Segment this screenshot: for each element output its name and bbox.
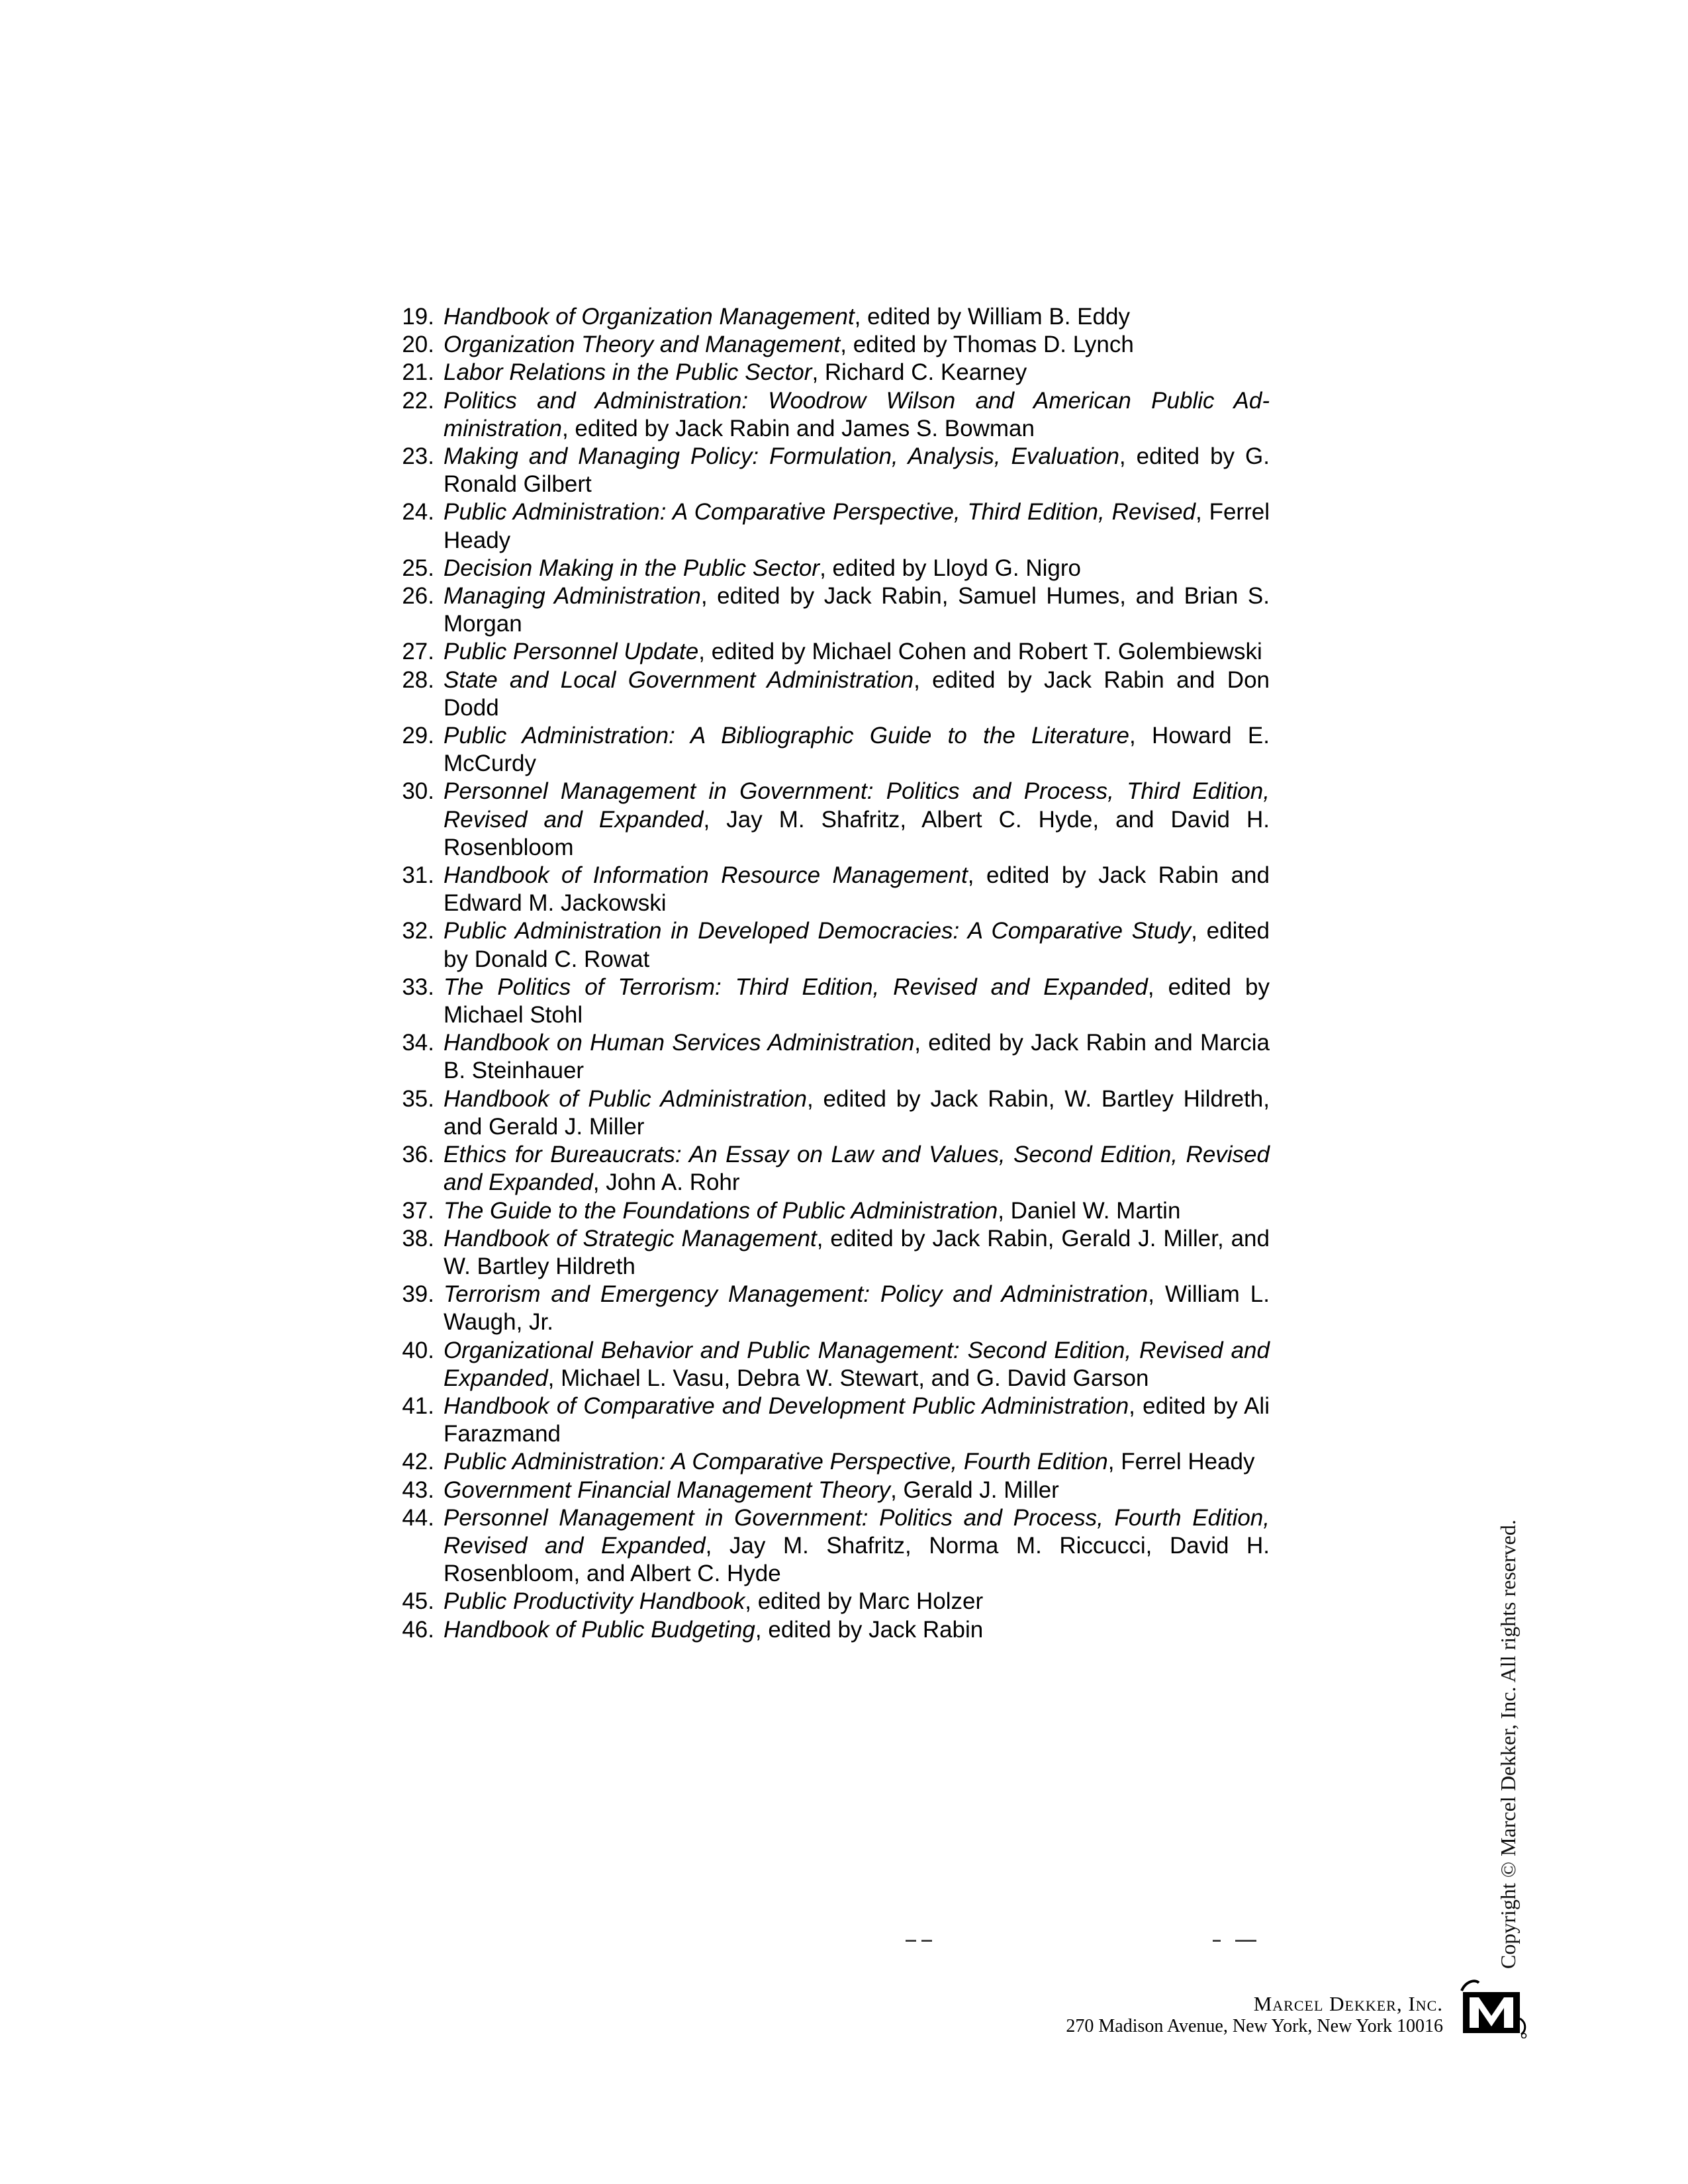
item-number: 26. <box>402 583 434 610</box>
book-title: Personnel Management in Government: Politics and Process, Third Edition, Revised and Expanded <box>444 778 1270 833</box>
item-text <box>444 359 1270 387</box>
list-item <box>389 359 1270 387</box>
book-title: Public Personnel Update <box>444 639 699 665</box>
list-item <box>389 1197 1270 1225</box>
item-number: 19. <box>402 304 434 330</box>
item-number: 32. <box>402 918 434 944</box>
item-text <box>444 917 1270 973</box>
list-item <box>389 582 1270 638</box>
item-number: 28. <box>402 666 434 693</box>
book-credits: , William L. Waugh, Jr. <box>444 1281 1270 1336</box>
book-credits: , edited by Jack Rabin, Samuel Humes, and Brian S. Morgan <box>444 583 1270 637</box>
item-text <box>444 722 1270 778</box>
book-credits: , edited by Donald C. Rowat <box>444 918 1270 972</box>
item-text <box>444 582 1270 638</box>
list-item <box>389 1616 1270 1644</box>
list-item <box>389 917 1270 973</box>
book-credits: , Ferrel Heady <box>444 499 1270 553</box>
book-title: Labor Relations in the Public Sector <box>444 359 812 386</box>
book-credits: , Richard C. Kearney <box>812 359 1027 386</box>
item-text <box>444 387 1270 443</box>
item-number: 22. <box>402 387 434 414</box>
item-text <box>444 1141 1270 1197</box>
book-credits: , edited by Jack Rabin and Don Dodd <box>444 666 1270 721</box>
book-title: Public Administration: A Comparative Perspective, Fourth Edition <box>444 1449 1108 1475</box>
book-title: The Politics of Terrorism: Third Edition, Revised and Expanded <box>444 974 1148 1000</box>
marcel-dekker-logo-icon <box>1456 1979 1529 2038</box>
item-text <box>444 638 1270 666</box>
book-title: Handbook of Public Budgeting <box>444 1616 755 1643</box>
book-credits: , edited by Thomas D. Lynch <box>840 332 1134 358</box>
book-credits: , Daniel W. Martin <box>998 1197 1181 1224</box>
book-title: Handbook of Strategic Management <box>444 1225 817 1251</box>
scan-mark <box>906 1940 916 1942</box>
list-item <box>389 1392 1270 1448</box>
item-number: 33. <box>402 974 434 1000</box>
list-item <box>389 638 1270 666</box>
list-item <box>389 862 1270 917</box>
item-number: 20. <box>402 332 434 358</box>
book-title: Personnel Management in Government: Politics and Process, Fourth Edition, Revised and Expanded <box>444 1504 1270 1559</box>
book-title: Terrorism and Emergency Management: Policy and Administration <box>444 1281 1149 1308</box>
book-title: Handbook of Comparative and Development Public Administration <box>444 1392 1129 1419</box>
book-credits: , Gerald J. Miller <box>890 1477 1059 1503</box>
item-text <box>444 1588 1270 1615</box>
item-text <box>444 778 1270 862</box>
book-credits: , edited by Marc Holzer <box>745 1588 984 1615</box>
item-text <box>444 1337 1270 1392</box>
list-item <box>389 555 1270 582</box>
list-item <box>389 498 1270 554</box>
book-title: Handbook of Organization Management <box>444 304 855 330</box>
series-list <box>389 303 1270 1644</box>
item-number: 43. <box>402 1477 434 1503</box>
item-text <box>444 1477 1270 1504</box>
item-number: 38. <box>402 1225 434 1251</box>
list-item <box>389 1337 1270 1392</box>
item-number: 39. <box>402 1281 434 1308</box>
item-number: 24. <box>402 499 434 525</box>
book-title: Handbook on Human Services Administration <box>444 1030 915 1056</box>
list-item <box>389 387 1270 443</box>
item-text <box>444 1225 1270 1281</box>
book-credits: , Michael L. Vasu, Debra W. Stewart, and G. David Garson <box>547 1365 1149 1391</box>
item-number: 35. <box>402 1085 434 1112</box>
book-credits: , Howard E. McCurdy <box>444 723 1270 777</box>
book-credits: , John A. Rohr <box>592 1169 740 1196</box>
publisher-address: 270 Madison Avenue, New York, New York 10016 <box>1066 2016 1443 2036</box>
item-number: 44. <box>402 1504 434 1531</box>
copyright-notice: Copyright © Marcel Dekker, Inc. All rights reserved. <box>1496 1520 1520 1969</box>
book-title: Politics and Administration: Woodrow Wilson and American Public Administration <box>444 387 1270 441</box>
book-title: Handbook of Public Administration <box>444 1085 807 1112</box>
item-text <box>444 1029 1270 1085</box>
book-credits: , edited by Lloyd G. Nigro <box>820 555 1081 581</box>
list-item <box>389 778 1270 862</box>
item-number: 30. <box>402 778 434 805</box>
book-credits: , edited by Jack Rabin, W. Bartley Hildreth, and Gerald J. Miller <box>444 1085 1270 1140</box>
book-title: State and Local Government Administration <box>444 666 914 693</box>
item-number: 41. <box>402 1392 434 1419</box>
item-text <box>444 862 1270 917</box>
book-title: The Guide to the Foundations of Public Administration <box>444 1197 998 1224</box>
item-number: 37. <box>402 1197 434 1224</box>
book-credits: , edited by G. Ronald Gilbert <box>444 443 1270 498</box>
list-item <box>389 1029 1270 1085</box>
list-item <box>389 1588 1270 1615</box>
item-text <box>444 1448 1270 1476</box>
book-title: Government Financial Management Theory <box>444 1477 891 1503</box>
item-text <box>444 1504 1270 1588</box>
list-item <box>389 722 1270 778</box>
book-credits: , edited by Jack Rabin and Marcia B. Steinhauer <box>444 1030 1270 1084</box>
book-credits: , edited by Jack Rabin and James S. Bowman <box>561 415 1035 441</box>
book-credits: , Ferrel Heady <box>1107 1449 1255 1475</box>
book-credits: , edited by Ali Farazmand <box>444 1392 1270 1447</box>
book-credits: , edited by Jack Rabin and Edward M. Jackowski <box>444 862 1270 917</box>
book-title: Handbook of Information Resource Management <box>444 862 968 889</box>
item-number: 21. <box>402 359 434 386</box>
item-number: 27. <box>402 639 434 665</box>
book-credits: , edited by Michael Stohl <box>444 974 1270 1028</box>
book-title: Making and Managing Policy: Formulation, Analysis, Evaluation <box>444 443 1119 470</box>
book-credits: , Jay M. Shafritz, Albert C. Hyde, and David H. Rosenbloom <box>444 806 1270 860</box>
item-text <box>444 1616 1270 1644</box>
item-number: 25. <box>402 555 434 581</box>
list-item <box>389 1141 1270 1197</box>
item-text <box>444 666 1270 722</box>
item-number: 34. <box>402 1030 434 1056</box>
list-item <box>389 974 1270 1029</box>
list-item <box>389 666 1270 722</box>
item-text <box>444 303 1270 331</box>
scan-mark <box>1235 1940 1256 1942</box>
list-item <box>389 1477 1270 1504</box>
book-title: Organizational Behavior and Public Management: Second Edition, Revised and Expanded <box>444 1337 1270 1391</box>
book-title: Public Administration: A Comparative Perspective, Third Edition, Revised <box>444 499 1196 525</box>
item-text <box>444 1281 1270 1336</box>
book-credits: , edited by William B. Eddy <box>854 304 1130 330</box>
item-number: 36. <box>402 1142 434 1168</box>
list-item <box>389 443 1270 498</box>
list-item <box>389 1085 1270 1141</box>
item-number: 46. <box>402 1616 434 1643</box>
book-title: Decision Making in the Public Sector <box>444 555 820 581</box>
item-number: 42. <box>402 1449 434 1475</box>
item-text <box>444 974 1270 1029</box>
item-number: 23. <box>402 443 434 470</box>
list-item <box>389 1448 1270 1476</box>
book-title: Ethics for Bureaucrats: An Essay on Law and Values, Second Edition, Revised and Expanded <box>444 1142 1270 1196</box>
item-number: 45. <box>402 1588 434 1615</box>
list-item <box>389 331 1270 359</box>
publisher-name: Marcel Dekker, Inc. <box>1253 1992 1443 2015</box>
item-text <box>444 555 1270 582</box>
item-number: 29. <box>402 723 434 749</box>
item-text <box>444 1197 1270 1225</box>
item-number: 40. <box>402 1337 434 1363</box>
book-credits: , Jay M. Shafritz, Norma M. Riccucci, David H. Rosenbloom, and Albert C. Hyde <box>444 1532 1270 1587</box>
book-title: Public Productivity Handbook <box>444 1588 745 1615</box>
list-item <box>389 303 1270 331</box>
book-title: Public Administration: A Bibliographic Guide to the Literature <box>444 723 1129 749</box>
item-number: 31. <box>402 862 434 889</box>
book-title: Public Administration in Developed Democracies: A Comparative Study <box>444 918 1192 944</box>
scan-mark <box>1213 1940 1221 1942</box>
book-title: Managing Administration <box>444 583 701 610</box>
book-title: Organization Theory and Management <box>444 332 841 358</box>
list-item <box>389 1281 1270 1336</box>
list-item <box>389 1504 1270 1588</box>
item-text <box>444 443 1270 498</box>
book-credits: , edited by Michael Cohen and Robert T. Golembiewski <box>698 639 1262 665</box>
list-item <box>389 1225 1270 1281</box>
book-credits: , edited by Jack Rabin, Gerald J. Miller, and W. Bartley Hildreth <box>444 1225 1270 1279</box>
item-text <box>444 1085 1270 1141</box>
item-text <box>444 498 1270 554</box>
item-text <box>444 331 1270 359</box>
item-text <box>444 1392 1270 1448</box>
scan-mark <box>921 1940 932 1942</box>
book-credits: , edited by Jack Rabin <box>755 1616 984 1643</box>
